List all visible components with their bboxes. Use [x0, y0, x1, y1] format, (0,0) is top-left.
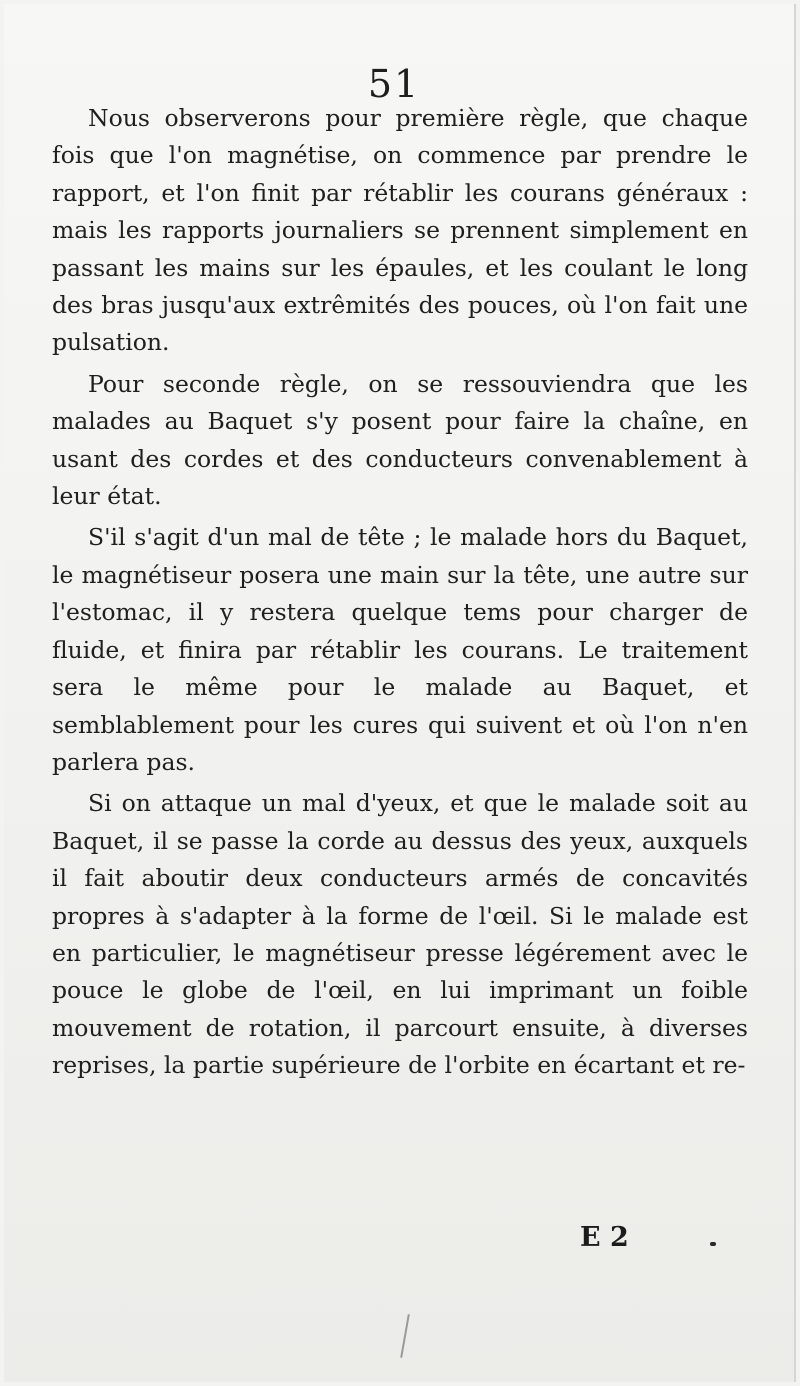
page-paper	[4, 4, 796, 1382]
paragraph-3: S'il s'agit d'un mal de tête ; le malade hors du Baquet, le magnétiseur posera une main sur la tête, une autre sur l'estomac, il y restera quelque tems pour charger de fluide, et finira par rétablir les courans. Le traitement sera le même pour le malade au Baquet, et semblablement pour les cures qui suivent et où l'on n'en parlera pas.	[52, 523, 748, 776]
page-body	[52, 100, 748, 1089]
ink-dot	[710, 1242, 716, 1246]
paragraph-2: Pour seconde règle, on se ressouviendra que les malades au Baquet s'y posent pour faire la chaîne, en usant des cordes et des conducteurs convenablement à leur état.	[52, 369, 748, 511]
page-number: 51	[367, 62, 421, 106]
stray-ink-mark	[400, 1314, 410, 1358]
paragraph-4: Si on attaque un mal d'yeux, et que le malade soit au Baquet, il se passe la corde au dessus des yeux, auxquels il fait aboutir deux conducteurs armés de concavités propres à s'adapter à la forme de l'œil. Si le malade est en particulier, le magnétiseur presse légérement avec le pouce le globe de l'œil, en lui imprimant un foible mouvement de rotation, il parcourt ensuite, à diverses reprises, la partie supérieure de l'orbite en écartant et re-	[52, 789, 748, 1080]
signature-mark: E 2	[580, 1222, 629, 1253]
paragraph-1: Nous observerons pour première règle, que chaque fois que l'on magnétise, on commence par prendre le rapport, et l'on finit par rétablir les courans généraux : mais les rapports journaliers se prennent simplement en passant les mains sur les épaules, et les coulant le long des bras jusqu'aux extrêmités des pouces, où l'on fait une pulsation.	[52, 104, 748, 357]
